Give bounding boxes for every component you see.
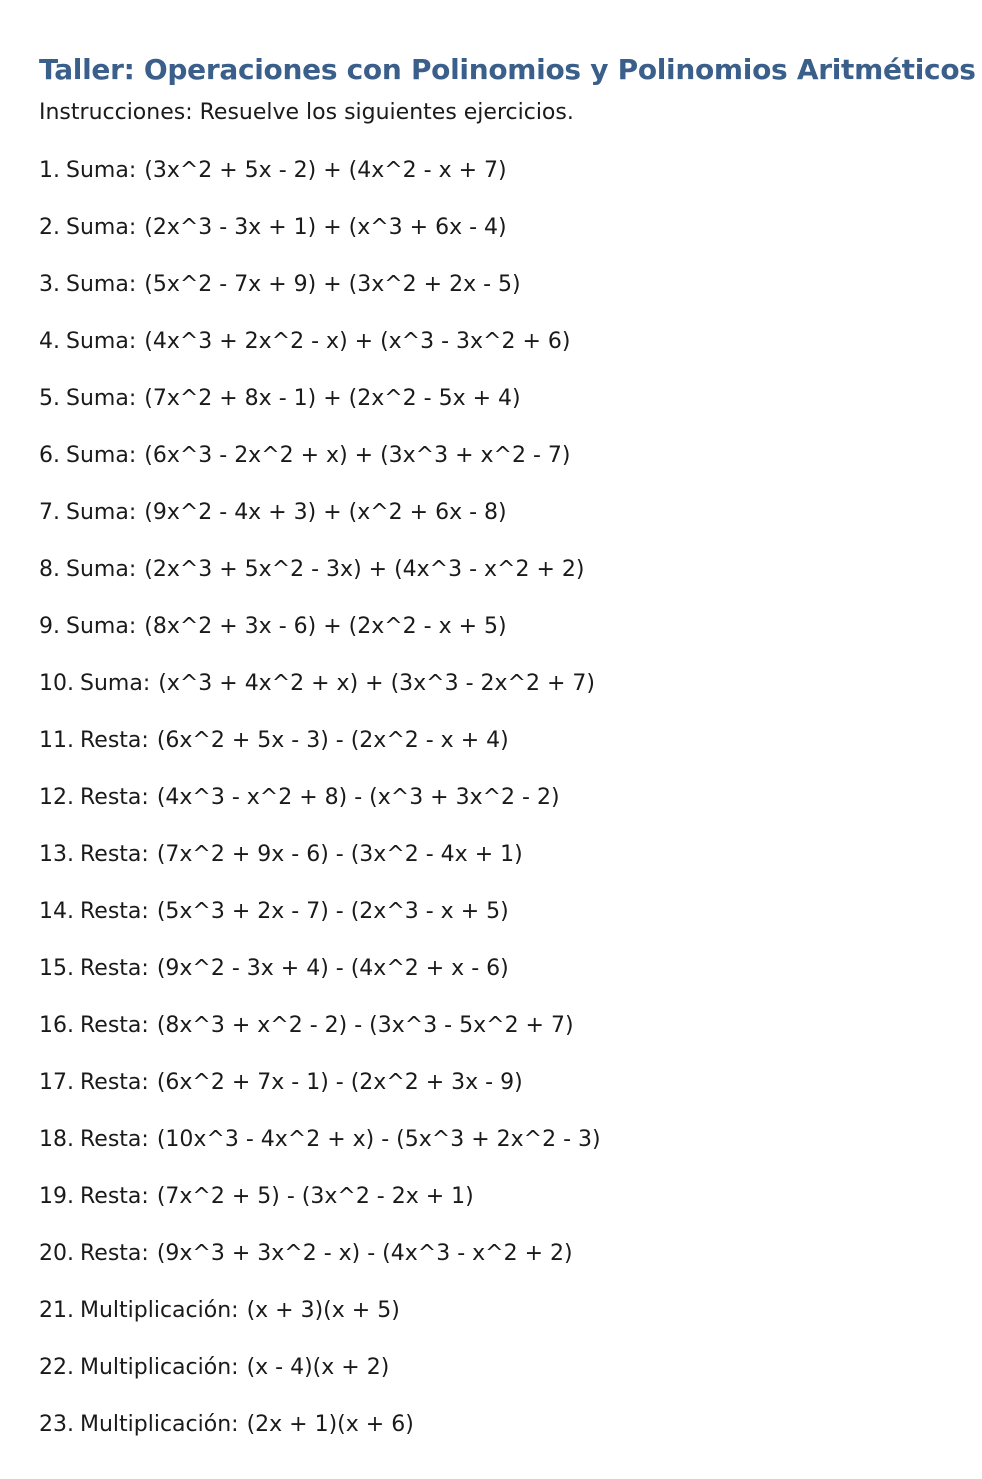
exercise-operation: Resta:	[80, 1013, 149, 1038]
exercise-list	[39, 153, 601, 1464]
exercise-operation: Suma:	[66, 158, 137, 183]
exercise-number: 11.	[39, 728, 74, 753]
exercise-number: 16.	[39, 1013, 74, 1038]
exercise-operation: Suma:	[66, 329, 137, 354]
exercise-number: 17.	[39, 1070, 74, 1095]
exercise-operation: Resta:	[80, 785, 149, 810]
exercise-expression: (8x^3 + x^2 - 2) - (3x^3 - 5x^2 + 7)	[156, 1013, 574, 1038]
exercise-number: 5.	[39, 386, 60, 411]
exercise-item	[39, 210, 601, 267]
exercise-operation: Multiplicación:	[80, 1355, 239, 1380]
exercise-expression: (5x^3 + 2x - 7) - (2x^3 - x + 5)	[156, 899, 509, 924]
exercise-operation: Suma:	[66, 215, 137, 240]
exercise-number: 14.	[39, 899, 74, 924]
exercise-item	[39, 951, 601, 1008]
exercise-item	[39, 552, 601, 609]
exercise-item	[39, 153, 601, 210]
exercise-expression: (x + 3)(x + 5)	[246, 1298, 400, 1323]
exercise-item	[39, 495, 601, 552]
exercise-expression: (8x^2 + 3x - 6) + (2x^2 - x + 5)	[144, 614, 507, 639]
exercise-item	[39, 438, 601, 495]
exercise-operation: Resta:	[80, 1241, 149, 1266]
exercise-expression: (7x^2 + 8x - 1) + (2x^2 - 5x + 4)	[144, 386, 521, 411]
exercise-operation: Resta:	[80, 1127, 149, 1152]
worksheet-page	[39, 0, 982, 1479]
exercise-expression: (2x + 1)(x + 6)	[246, 1412, 414, 1437]
exercise-operation: Multiplicación:	[80, 1412, 239, 1437]
exercise-item	[39, 666, 601, 723]
exercise-item	[39, 894, 601, 951]
exercise-item	[39, 1065, 601, 1122]
exercise-number: 9.	[39, 614, 60, 639]
exercise-number: 18.	[39, 1127, 74, 1152]
exercise-expression: (9x^2 - 4x + 3) + (x^2 + 6x - 8)	[144, 500, 507, 525]
exercise-expression: (7x^2 + 9x - 6) - (3x^2 - 4x + 1)	[156, 842, 523, 867]
exercise-number: 6.	[39, 443, 60, 468]
exercise-number: 13.	[39, 842, 74, 867]
exercise-number: 21.	[39, 1298, 74, 1323]
exercise-item	[39, 1350, 601, 1407]
exercise-expression: (6x^3 - 2x^2 + x) + (3x^3 + x^2 - 7)	[144, 443, 571, 468]
exercise-number: 10.	[39, 671, 74, 696]
exercise-operation: Resta:	[80, 956, 149, 981]
exercise-item	[39, 1008, 601, 1065]
exercise-number: 4.	[39, 329, 60, 354]
exercise-expression: (5x^2 - 7x + 9) + (3x^2 + 2x - 5)	[144, 272, 521, 297]
exercise-operation: Suma:	[66, 386, 137, 411]
exercise-operation: Suma:	[66, 500, 137, 525]
exercise-operation: Suma:	[66, 557, 137, 582]
exercise-expression: (2x^3 + 5x^2 - 3x) + (4x^3 - x^2 + 2)	[144, 557, 585, 582]
exercise-number: 12.	[39, 785, 74, 810]
exercise-expression: (4x^3 - x^2 + 8) - (x^3 + 3x^2 - 2)	[156, 785, 560, 810]
exercise-number: 20.	[39, 1241, 74, 1266]
exercise-item	[39, 267, 601, 324]
exercise-item	[39, 1293, 601, 1350]
exercise-item	[39, 837, 601, 894]
page-title: Taller: Operaciones con Polinomios y Polinomios Aritméticos	[39, 53, 976, 86]
exercise-expression: (10x^3 - 4x^2 + x) - (5x^3 + 2x^2 - 3)	[156, 1127, 601, 1152]
exercise-expression: (x^3 + 4x^2 + x) + (3x^3 - 2x^2 + 7)	[158, 671, 595, 696]
exercise-expression: (9x^2 - 3x + 4) - (4x^2 + x - 6)	[156, 956, 509, 981]
exercise-number: 1.	[39, 158, 60, 183]
exercise-operation: Resta:	[80, 1070, 149, 1095]
exercise-number: 3.	[39, 272, 60, 297]
exercise-number: 22.	[39, 1355, 74, 1380]
exercise-operation: Resta:	[80, 842, 149, 867]
instructions-text: Instrucciones: Resuelve los siguientes ejercicios.	[39, 100, 574, 125]
exercise-operation: Resta:	[80, 728, 149, 753]
exercise-item	[39, 381, 601, 438]
exercise-expression: (7x^2 + 5) - (3x^2 - 2x + 1)	[156, 1184, 474, 1209]
exercise-item	[39, 609, 601, 666]
exercise-expression: (x - 4)(x + 2)	[246, 1355, 390, 1380]
exercise-operation: Suma:	[66, 443, 137, 468]
exercise-operation: Suma:	[66, 614, 137, 639]
exercise-number: 2.	[39, 215, 60, 240]
exercise-expression: (6x^2 + 5x - 3) - (2x^2 - x + 4)	[156, 728, 509, 753]
exercise-number: 8.	[39, 557, 60, 582]
exercise-item	[39, 1179, 601, 1236]
exercise-operation: Suma:	[66, 272, 137, 297]
exercise-item	[39, 723, 601, 780]
exercise-expression: (4x^3 + 2x^2 - x) + (x^3 - 3x^2 + 6)	[144, 329, 571, 354]
exercise-expression: (2x^3 - 3x + 1) + (x^3 + 6x - 4)	[144, 215, 507, 240]
exercise-item	[39, 1407, 601, 1464]
exercise-number: 7.	[39, 500, 60, 525]
exercise-number: 19.	[39, 1184, 74, 1209]
exercise-item	[39, 1122, 601, 1179]
exercise-number: 15.	[39, 956, 74, 981]
exercise-expression: (3x^2 + 5x - 2) + (4x^2 - x + 7)	[144, 158, 507, 183]
exercise-number: 23.	[39, 1412, 74, 1437]
exercise-operation: Resta:	[80, 1184, 149, 1209]
exercise-operation: Suma:	[80, 671, 151, 696]
exercise-operation: Multiplicación:	[80, 1298, 239, 1323]
exercise-expression: (9x^3 + 3x^2 - x) - (4x^3 - x^2 + 2)	[156, 1241, 573, 1266]
exercise-item	[39, 324, 601, 381]
exercise-item	[39, 780, 601, 837]
exercise-expression: (6x^2 + 7x - 1) - (2x^2 + 3x - 9)	[156, 1070, 523, 1095]
exercise-item	[39, 1236, 601, 1293]
exercise-operation: Resta:	[80, 899, 149, 924]
